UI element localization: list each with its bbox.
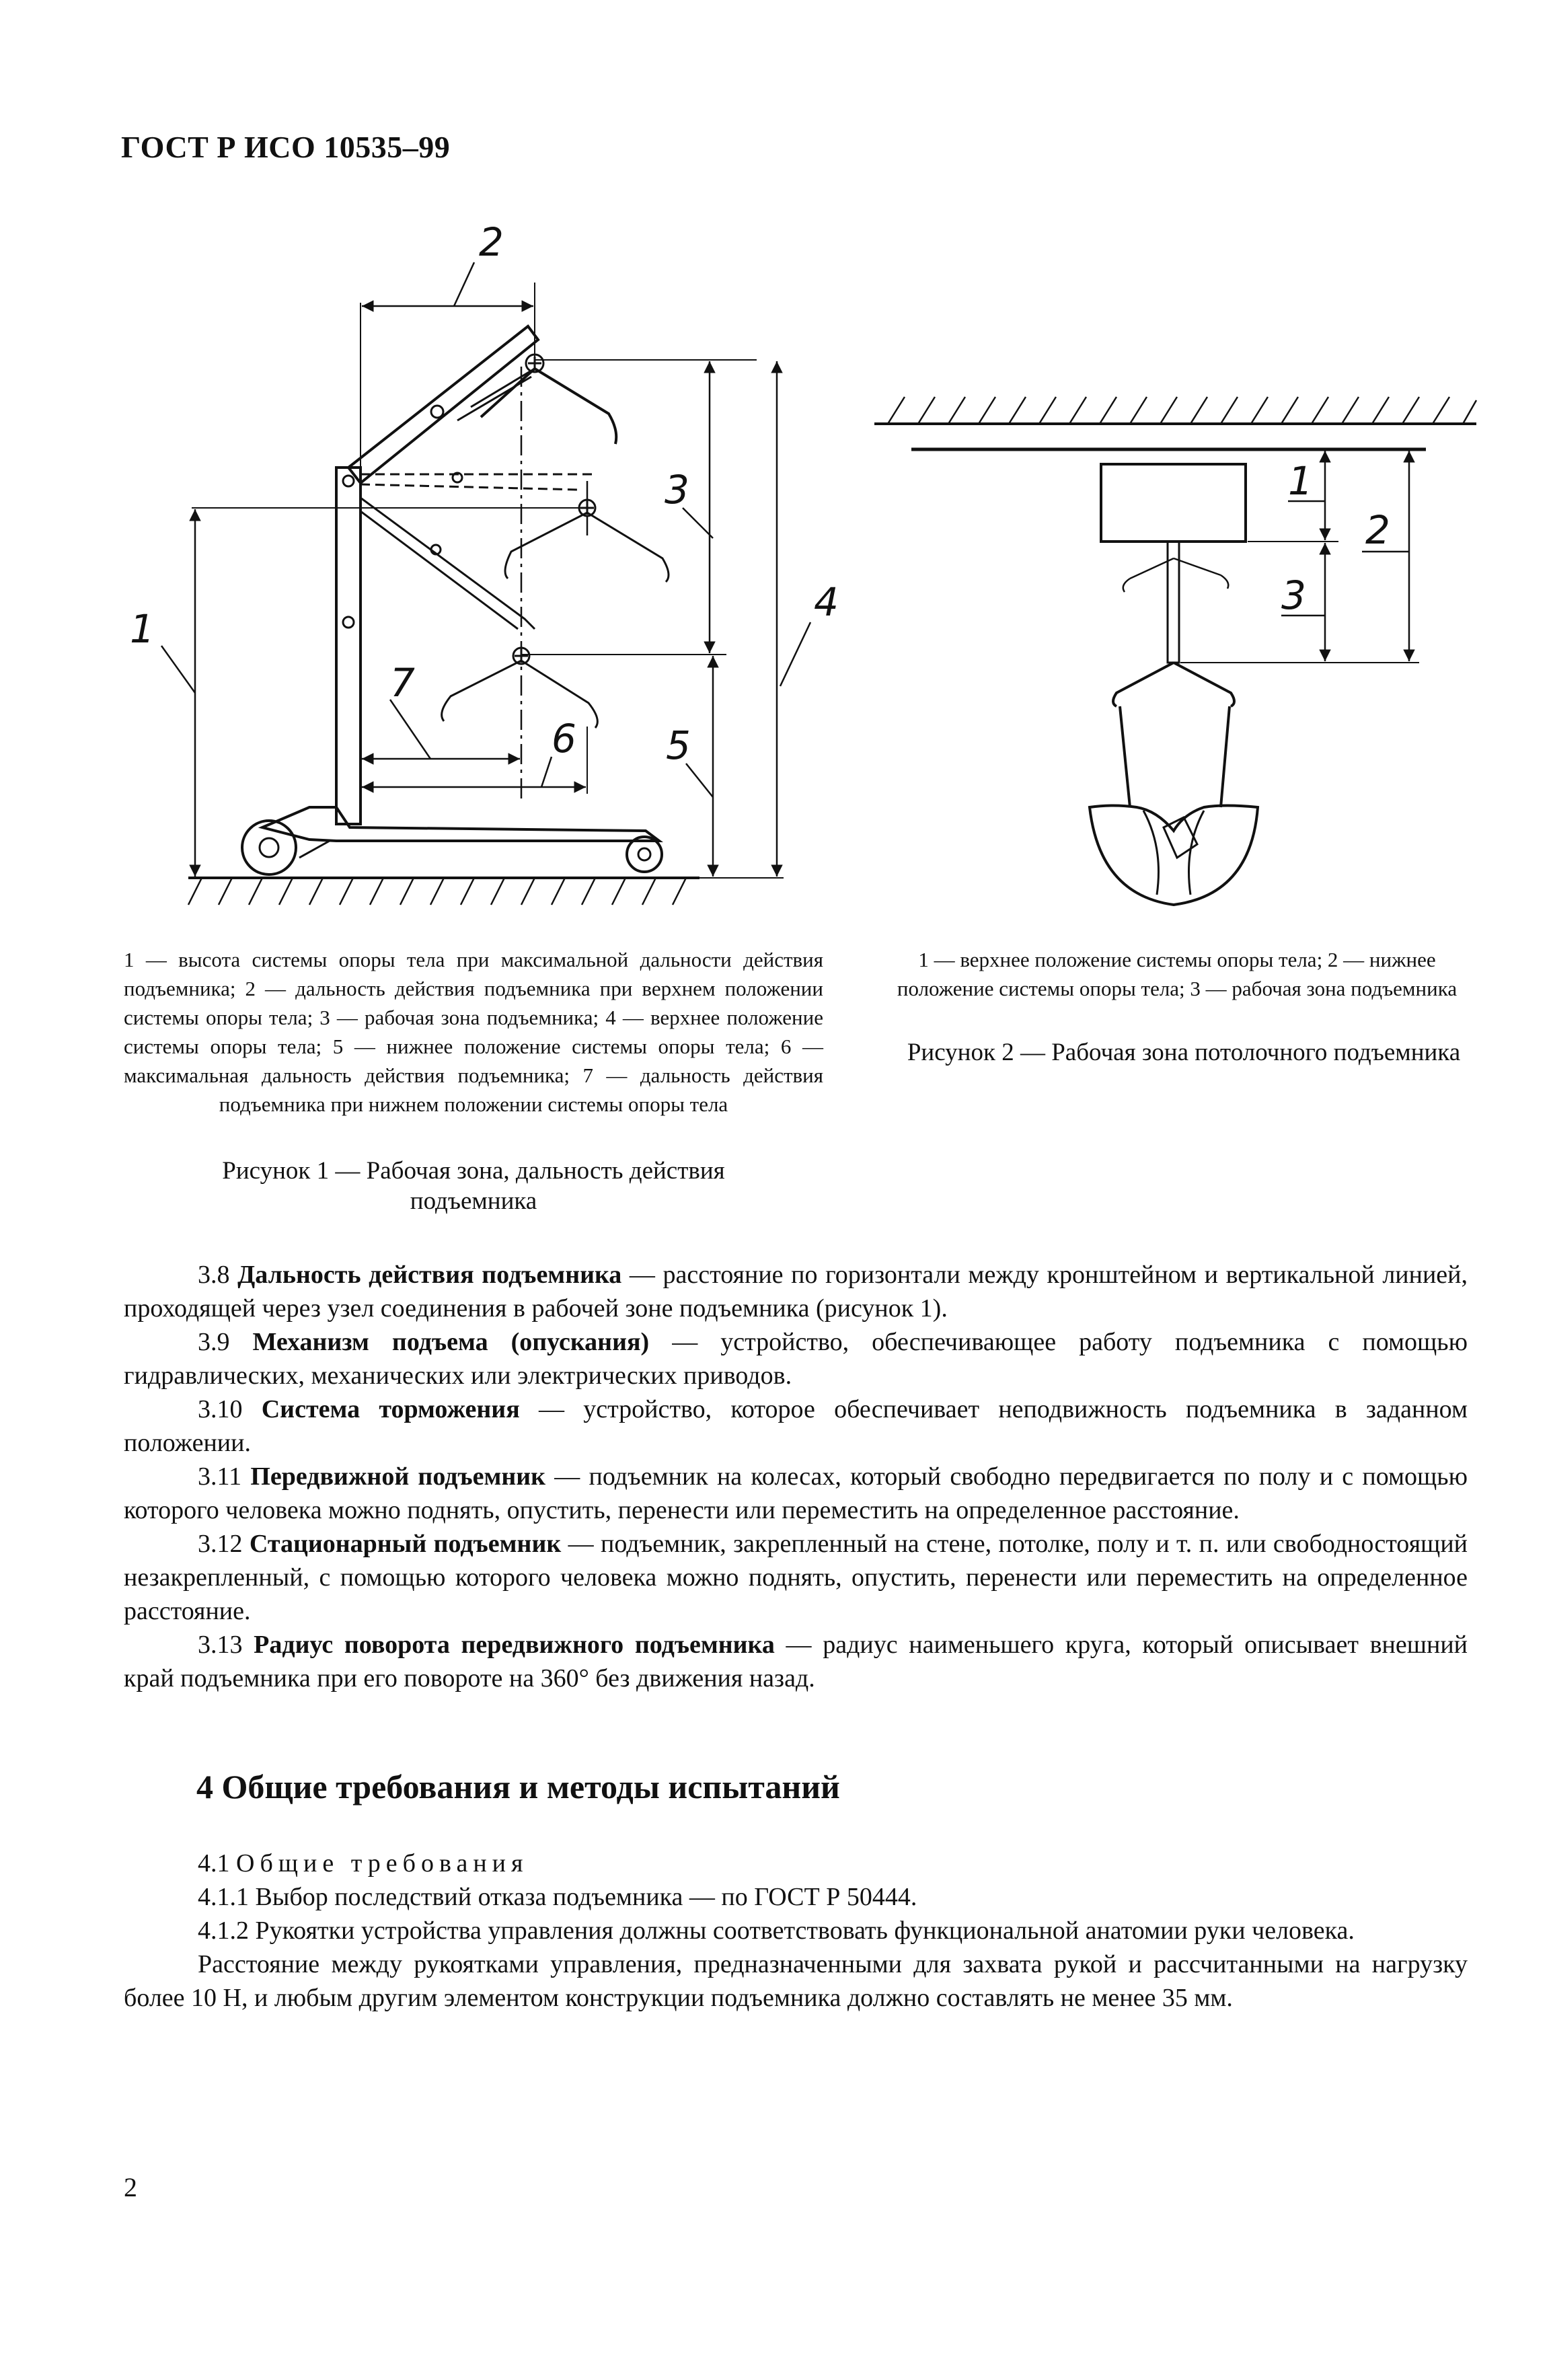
fig1-label-6: 6 [552, 716, 576, 761]
figure-2-legend: 1 — верхнее положение системы опоры тела; 2 — нижнее положение системы опоры тела; 3 — рабочая зона подъемника [897, 948, 1458, 1000]
definition-3-8: 3.8 Дальность действия подъемника — расстояние по горизонтали между кронштейном и вертикальной линией, проходящей через узел соединения в рабочей зоне подъемника (рисунок 1). [124, 1261, 1468, 1323]
fig1-label-2: 2 [479, 219, 504, 265]
paragraph-4-1-1: 4.1.1 Выбор последствий отказа подъемника — по ГОСТ Р 50444. [198, 1883, 917, 1911]
figure-2-drawing [874, 397, 1476, 905]
figure-1-drawing [0, 0, 1551, 942]
fig1-label-4: 4 [814, 579, 839, 625]
fig2-label-1: 1 [1288, 458, 1313, 504]
page-number: 2 [124, 2172, 137, 2202]
figure-1-legend: 1 — высота системы опоры тела при максимальной дальности действия подъемника; 2 — дальность действия подъемника при верхнем положении системы опоры тела; 3 — рабочая зона подъемника; 4 — верхнее положение системы опоры тела; 5 — нижнее положение системы опоры тела; 6 — максимальная дальность действия подъемника; 7 — дальность действия подъемника при нижнем положении системы опоры тела [124, 948, 823, 1116]
fig1-label-7: 7 [390, 660, 415, 706]
definition-3-12: 3.12 Стационарный подъемник — подъемник, закрепленный на стене, потолке, полу и т. п. или свободностоящий незакрепленный, с помощью которого человека можно поднять, опустить, перенести или переместить на определенное расстояние. [124, 1530, 1468, 1625]
fig2-label-2: 2 [1365, 507, 1390, 553]
definition-3-11: 3.11 Передвижной подъемник — подъемник на колесах, который свободно передвигается по полу и с помощью которого человека можно поднять, опустить, перенести или переместить на определенное расстояние. [124, 1462, 1468, 1524]
subsection-heading: 4.1 Общие требования [198, 1849, 529, 1877]
fig1-label-5: 5 [666, 722, 691, 768]
definitions-block [124, 1258, 1468, 1695]
document-header: ГОСТ Р ИСО 10535–99 [121, 130, 451, 164]
fig1-label-1: 1 [130, 606, 155, 652]
definition-3-13: 3.13 Радиус поворота передвижного подъемника — радиус наименьшего круга, который описывает внешний край подъемника при его повороте на 360° без движения назад. [124, 1631, 1468, 1693]
paragraph-4-1-2: 4.1.2 Рукоятки устройства управления должны соответствовать функциональной анатомии руки человека. [198, 1917, 1355, 1945]
fig1-label-3: 3 [665, 467, 689, 513]
fig2-label-3: 3 [1281, 572, 1306, 618]
definition-3-10: 3.10 Система торможения — устройство, которое обеспечивает неподвижность подъемника в заданном положении. [124, 1395, 1468, 1457]
figure-1-title: Рисунок 1 — Рабочая зона, дальность действия подъемника [222, 1157, 725, 1215]
section-4-body [124, 1847, 1468, 2015]
section-heading: 4 Общие требования и методы испытаний [196, 1768, 840, 1806]
figure-2-title: Рисунок 2 — Рабочая зона потолочного подъемника [907, 1039, 1461, 1066]
definition-3-9: 3.9 Механизм подъема (опускания) — устройство, обеспечивающее работу подъемника с помощью гидравлических, механических или электрических приводов. [124, 1328, 1468, 1390]
paragraph-distance: Расстояние между рукоятками управления, предназначенными для захвата рукой и рассчитанными на нагрузку более 10 Н, и любым другим элементом конструкции подъемника должно составлять не менее 35 мм. [124, 1950, 1468, 2012]
